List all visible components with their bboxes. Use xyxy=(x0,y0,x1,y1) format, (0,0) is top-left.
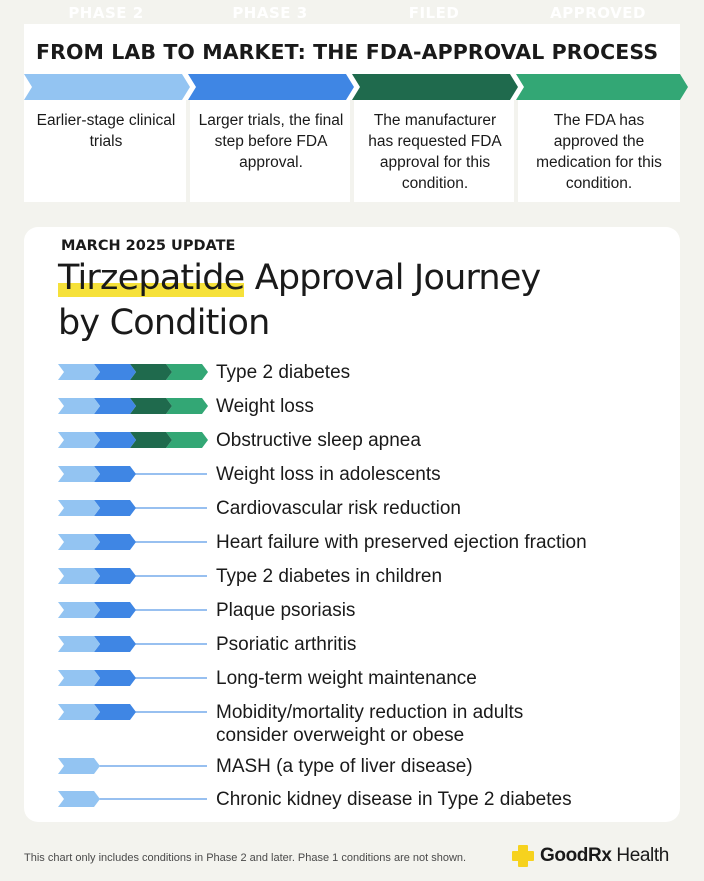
condition-label: Psoriatic arthritis xyxy=(216,634,357,655)
condition-row-marks xyxy=(58,364,208,380)
phase-2-label: PHASE 2 xyxy=(68,4,144,22)
update-label: MARCH 2025 UPDATE xyxy=(61,238,236,254)
title-line-1-rest: Approval Journey xyxy=(244,258,541,298)
progress-segment-phase-2 xyxy=(58,534,100,550)
condition-row-marks xyxy=(58,466,207,482)
progress-segment-phase-3 xyxy=(94,364,136,380)
condition-label: Chronic kidney disease in Type 2 diabetes xyxy=(216,789,572,810)
progress-segment-filed xyxy=(130,432,172,448)
condition-row-marks xyxy=(58,568,207,584)
condition-row-marks xyxy=(58,758,207,774)
condition-label: MASH (a type of liver disease) xyxy=(216,756,473,777)
approved-label: APPROVED xyxy=(550,4,646,22)
condition-label: Obstructive sleep apnea xyxy=(216,430,421,451)
progress-segment-phase-2 xyxy=(58,500,100,516)
progress-segment-phase-3 xyxy=(94,466,136,482)
progress-segment-phase-2 xyxy=(58,670,100,686)
condition-row-marks xyxy=(58,670,207,686)
progress-segment-phase-2 xyxy=(58,568,100,584)
progress-segment-phase-2 xyxy=(58,636,100,652)
progress-segment-phase-2 xyxy=(58,364,100,380)
condition-label: Type 2 diabetes in children xyxy=(216,566,443,587)
progress-segment-phase-3 xyxy=(94,670,136,686)
progress-segment-phase-3 xyxy=(94,500,136,516)
progress-segment-phase-2 xyxy=(58,791,100,807)
condition-row-marks xyxy=(58,500,207,516)
phase-2-description: Earlier-stage clinical trials xyxy=(36,112,176,150)
title-line-2: by Condition xyxy=(58,303,270,343)
progress-segment-phase-2 xyxy=(58,466,100,482)
condition-label: Heart failure with preserved ejection fraction xyxy=(216,532,587,553)
progress-segment-phase-3 xyxy=(94,636,136,652)
condition-label: Type 2 diabetes xyxy=(216,362,351,383)
condition-row-marks xyxy=(58,704,207,720)
condition-label: Weight loss in adolescents xyxy=(216,464,441,485)
condition-row-marks xyxy=(58,534,207,550)
phase-3-label: PHASE 3 xyxy=(232,4,308,22)
progress-segment-phase-3 xyxy=(94,704,136,720)
filed-label: FILED xyxy=(408,4,460,22)
footnote: This chart only includes conditions in Phase 2 and later. Phase 1 conditions are not shown. xyxy=(24,852,467,864)
condition-label: Cardiovascular risk reduction xyxy=(216,498,461,519)
plus-icon xyxy=(510,843,536,869)
condition-label: Plaque psoriasis xyxy=(216,600,356,621)
progress-segment-approved xyxy=(166,398,208,414)
condition-label: Mobidity/mortality reduction in adults consider overweight or obese xyxy=(216,702,524,746)
progress-segment-phase-2 xyxy=(58,758,100,774)
filed-description: The manufacturer has requested FDA approval for this condition. xyxy=(368,112,502,192)
condition-row-marks xyxy=(58,602,207,618)
brand-rest: Health xyxy=(611,845,669,866)
progress-segment-phase-3 xyxy=(94,398,136,414)
brand-bold: GoodRx xyxy=(540,845,612,866)
progress-segment-filed xyxy=(130,398,172,414)
title-highlight: Tirzepatide xyxy=(58,258,245,298)
condition-row-marks xyxy=(58,432,208,448)
progress-segment-phase-2 xyxy=(58,398,100,414)
progress-segment-approved xyxy=(166,432,208,448)
condition-row-marks xyxy=(58,636,207,652)
condition-label: Weight loss xyxy=(216,396,314,417)
approved-description: The FDA has approved the medication for this condition. xyxy=(536,112,662,192)
progress-segment-filed xyxy=(130,364,172,380)
progress-segment-phase-3 xyxy=(94,432,136,448)
process-title: FROM LAB TO MARKET: THE FDA-APPROVAL PROCESS xyxy=(36,40,659,64)
phase-3-description: Larger trials, the final step before FDA approval. xyxy=(198,112,344,171)
progress-segment-phase-2 xyxy=(58,602,100,618)
progress-segment-phase-3 xyxy=(94,568,136,584)
progress-segment-phase-3 xyxy=(94,602,136,618)
progress-segment-phase-2 xyxy=(58,432,100,448)
progress-segment-phase-2 xyxy=(58,704,100,720)
brand-name xyxy=(540,845,669,867)
condition-row-marks xyxy=(58,398,208,414)
progress-segment-phase-3 xyxy=(94,534,136,550)
progress-segment-approved xyxy=(166,364,208,380)
condition-label: Long-term weight maintenance xyxy=(216,668,477,689)
condition-row-marks xyxy=(58,791,207,807)
